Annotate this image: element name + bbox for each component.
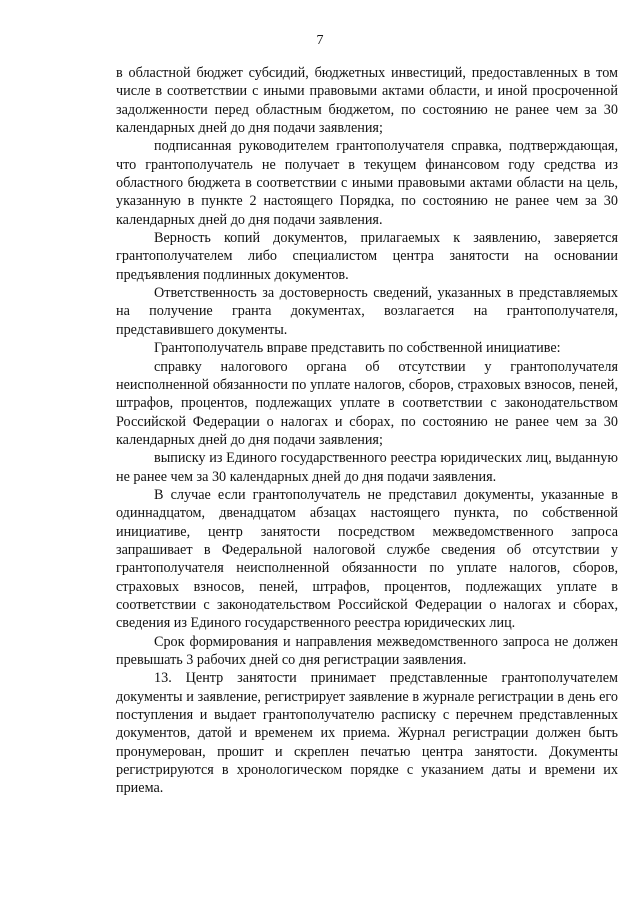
paragraph: Грантополучатель вправе представить по собственной инициативе: xyxy=(154,340,561,357)
paragraph: Срок формирования и направления межведомственного запроса не должен превышать 3 рабочих дней со дня регистрации заявления. xyxy=(116,633,618,668)
paragraph: справку налогового органа об отсутствии у грантополучателя неисполненной обязанности по уплате налогов, сборов, страховых взносов, пеней, штрафов, процентов, подлежащих уплате в соответствии с законодательством Российской Федерации о налогах и сборах, по состоянию не ранее чем за 30 календарных дней до дня подачи заявления; xyxy=(116,358,618,448)
document-body xyxy=(116,64,618,798)
paragraph: выписку из Единого государственного реестра юридических лиц, выданную не ранее чем за 30 календарных дней до дня подачи заявления. xyxy=(116,450,618,485)
paragraph: В случае если грантополучатель не представил документы, указанные в одиннадцатом, двенадцатом абзацах настоящего пункта, по собственной инициативе, центр занятости посредством межведомственного запроса запрашивает в Федеральной налоговой службе сведения об отсутствии у грантополучателя неисполненной обязанности по уплате налогов, сборов, страховых взносов, пеней, штрафов, процентов, подлежащих уплате в соответствии с законодательством Российской Федерации о налогах и сборах, сведения из Единого государственного реестра юридических лиц. xyxy=(116,486,618,632)
paragraph: Верность копий документов, прилагаемых к заявлению, заверяется грантополучателем либо специалистом центра занятости на основании предъявления подлинных документов. xyxy=(116,230,618,283)
paragraph: Ответственность за достоверность сведений, указанных в представляемых на получение гранта документах, возлагается на грантополучателя, представившего документы. xyxy=(116,285,618,338)
paragraph: подписанная руководителем грантополучателя справка, подтверждающая, что грантополучатель не получает в текущем финансовом году средства из областного бюджета в соответствии с иными правовыми актами области на цель, указанную в пункте 2 настоящего Порядка, по состоянию не ранее чем за 30 календарных дней до дня подачи заявления. xyxy=(116,138,618,228)
page-number: 7 xyxy=(316,33,324,48)
paragraph: 13. Центр занятости принимает представленные грантополучателем документы и заявление, регистрирует заявление в журнале регистрации в день его поступления и выдает грантополучателю расписку с перечнем представленных документов, датой и временем их приема. Журнал регистрации должен быть пронумерован, прошит и скреплен печатью центра занятости. Документы регистрируются в хронологическом порядке с указанием даты и времени их приема. xyxy=(116,670,618,797)
paragraph: в областной бюджет субсидий, бюджетных инвестиций, предоставленных в том числе в соответствии с иными правовыми актами области, и иной просроченной задолженности перед областным бюджетом, по состоянию не ранее чем за 30 календарных дней до дня подачи заявления; xyxy=(116,65,618,137)
